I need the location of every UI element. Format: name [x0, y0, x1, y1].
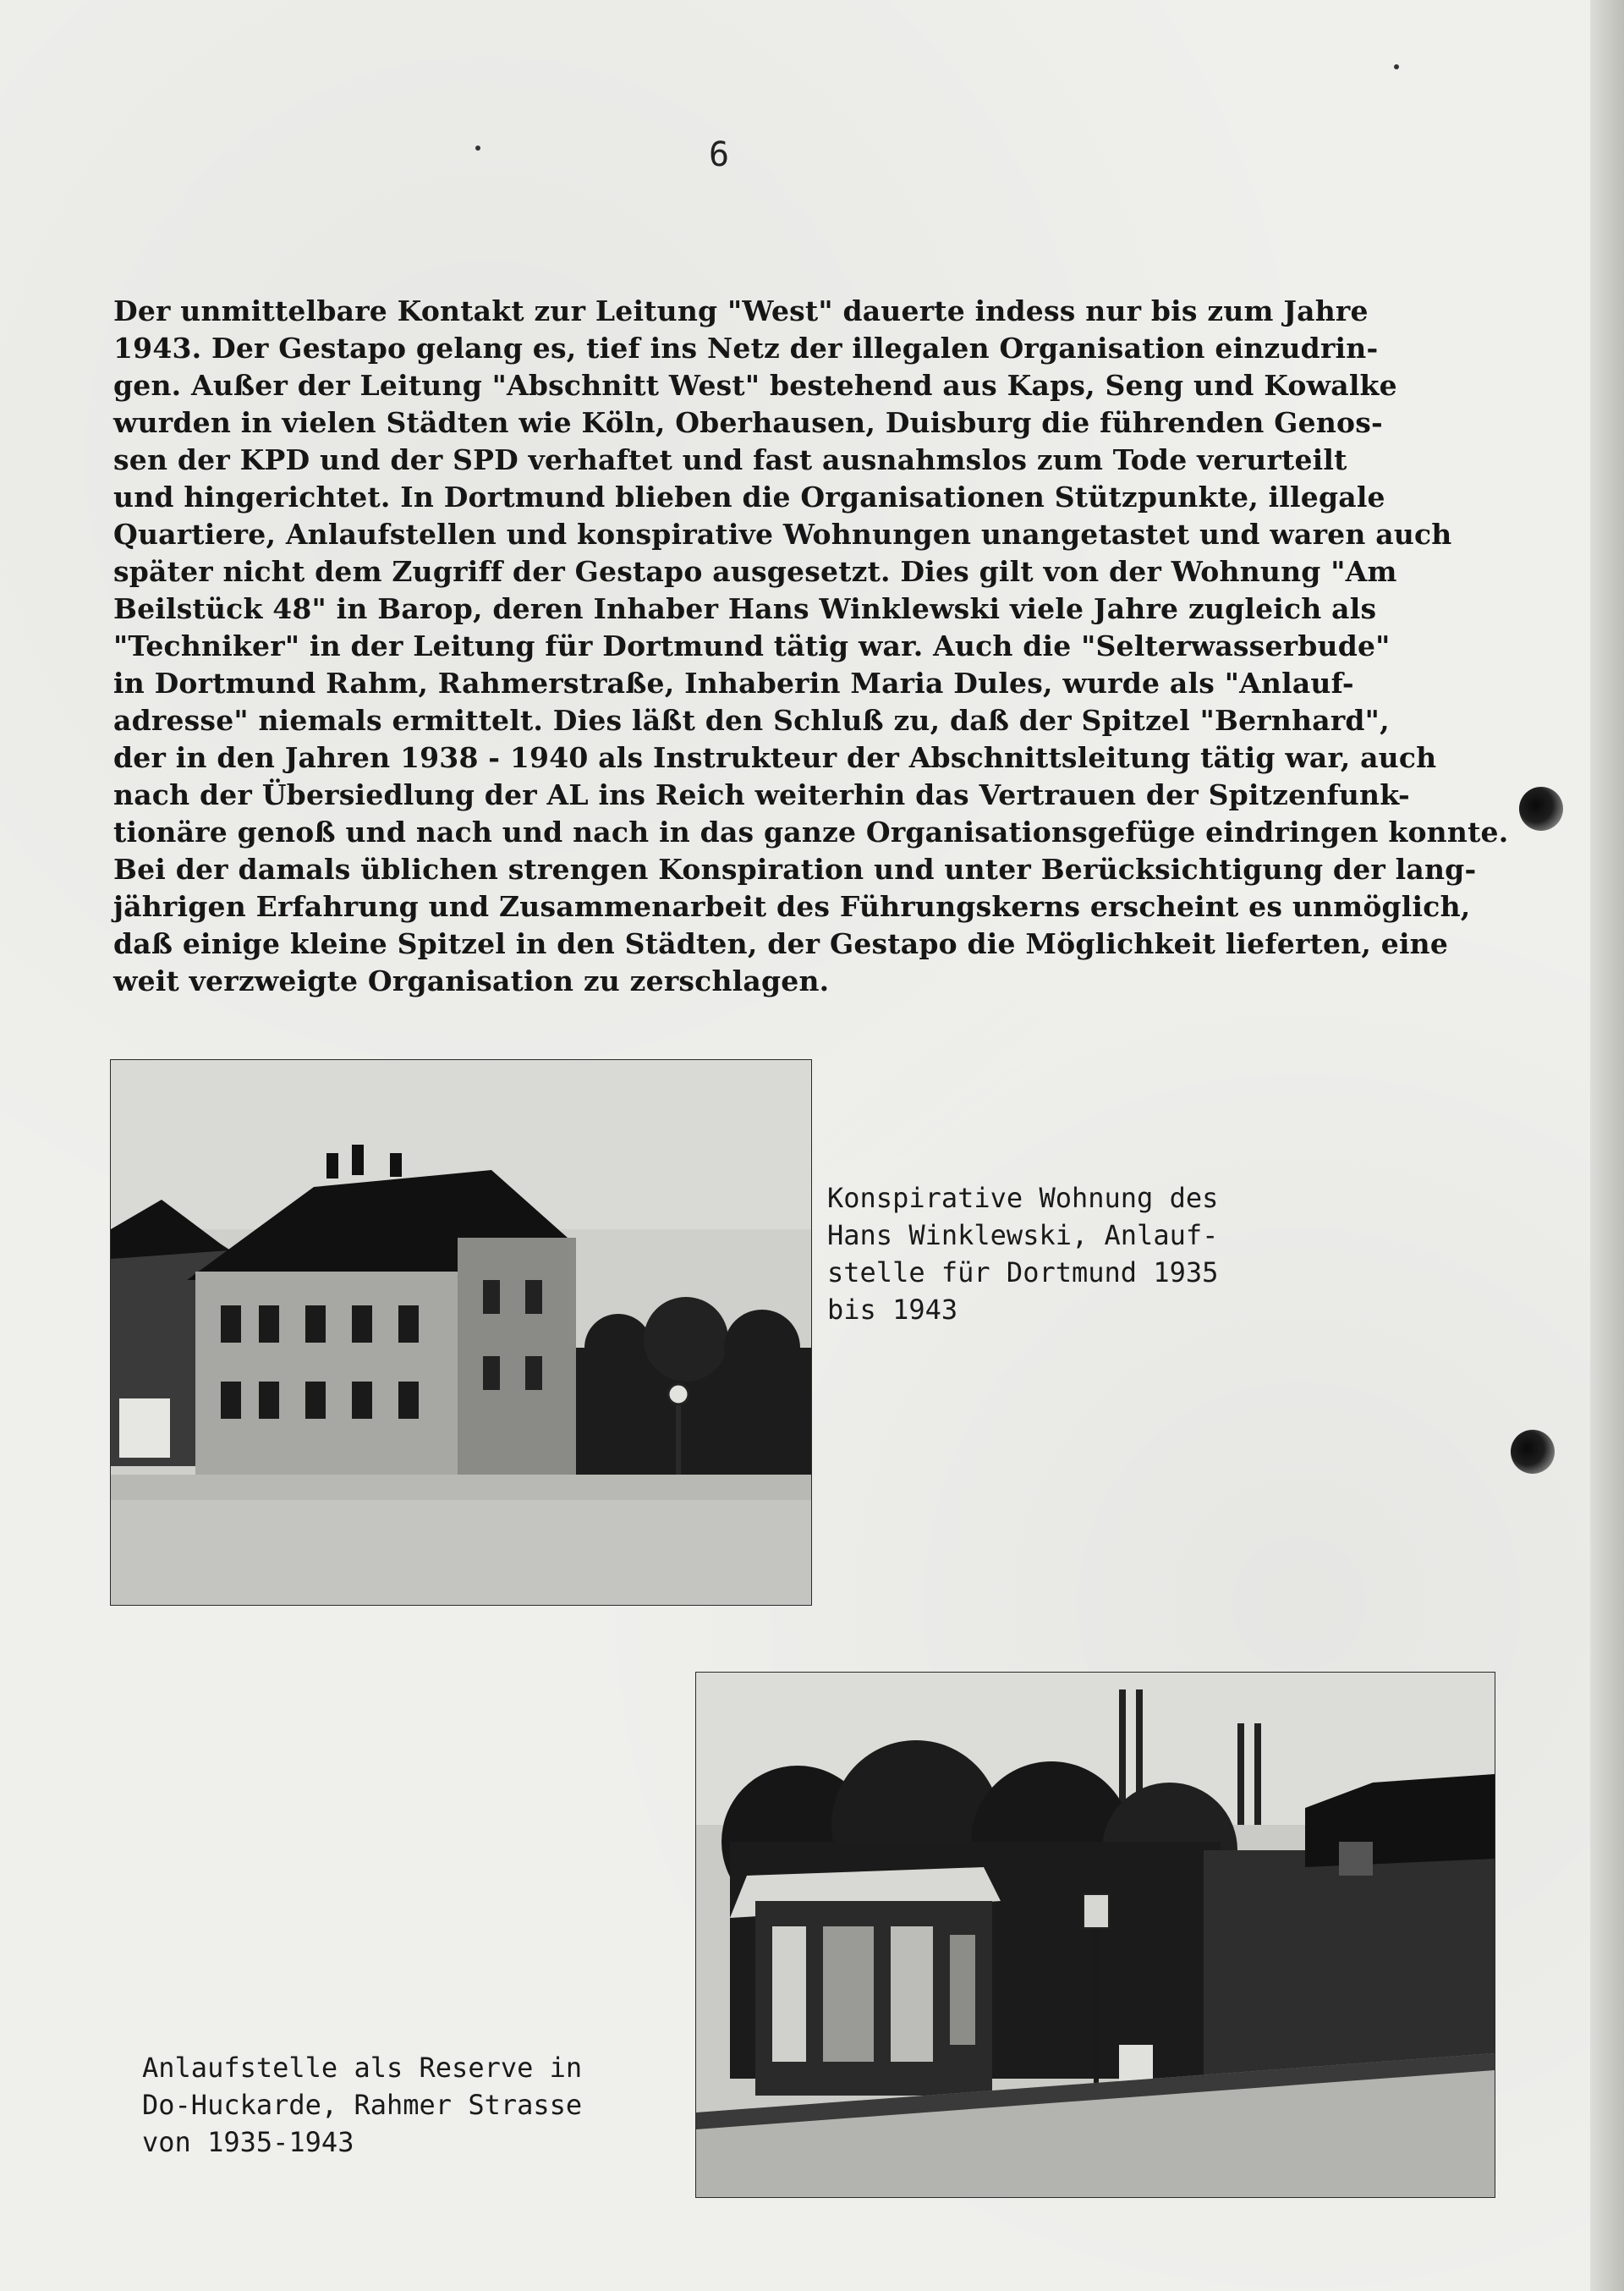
- kiosk-photo-image: [696, 1673, 1495, 2197]
- kiosk-photo: [695, 1672, 1495, 2198]
- house-photo-image: [111, 1060, 811, 1605]
- body-line: Beilstück 48" in Barop, deren Inhaber Hans Winklewski viele Jahre zugleich als: [113, 592, 1377, 625]
- body-line: der in den Jahren 1938 - 1940 als Instrukteur der Abschnittsleitung tätig war, auch: [113, 741, 1437, 774]
- body-line: jährigen Erfahrung und Zusammenarbeit des Führungskerns erscheint es unmöglich,: [113, 890, 1471, 923]
- caption-line: Hans Winklewski, Anlauf-: [827, 1219, 1219, 1251]
- body-line: sen der KPD und der SPD verhaftet und fast ausnahmslos zum Tode verurteilt: [113, 443, 1347, 476]
- caption-line: Anlaufstelle als Reserve in: [142, 2052, 583, 2084]
- body-line: wurden in vielen Städten wie Köln, Oberhausen, Duisburg die führenden Genos-: [113, 406, 1383, 439]
- house-photo-caption: [827, 1179, 1218, 1328]
- body-line: Bei der damals üblichen strengen Konspiration und unter Berücksichtigung der lang-: [113, 853, 1477, 886]
- body-line: 1943. Der Gestapo gelang es, tief ins Netz der illegalen Organisation einzudrin-: [113, 332, 1379, 365]
- body-line: in Dortmund Rahm, Rahmerstraße, Inhaberin Maria Dules, wurde als "Anlauf-: [113, 667, 1354, 700]
- punch-hole-lower: [1511, 1430, 1555, 1474]
- body-line: daß einige kleine Spitzel in den Städten, der Gestapo die Möglichkeit lieferten, eine: [113, 927, 1449, 960]
- caption-line: Konspirative Wohnung des: [827, 1182, 1219, 1214]
- body-paragraph: [113, 293, 1509, 1000]
- body-line: tionäre genoß und nach und nach in das ganze Organisationsgefüge eindringen konnte.: [113, 816, 1509, 849]
- body-line: nach der Übersiedlung der AL ins Reich weiterhin das Vertrauen der Spitzenfunk-: [113, 778, 1410, 811]
- caption-line: von 1935-1943: [142, 2126, 354, 2158]
- page-number: 6: [708, 135, 730, 174]
- body-line: "Techniker" in der Leitung für Dortmund tätig war. Auch die "Selterwasserbude": [113, 629, 1391, 662]
- caption-line: bis 1943: [827, 1294, 958, 1326]
- caption-line: stelle für Dortmund 1935: [827, 1256, 1219, 1288]
- house-photo: [110, 1059, 812, 1606]
- scan-speck: [1394, 64, 1399, 69]
- body-line: später nicht dem Zugriff der Gestapo ausgesetzt. Dies gilt von der Wohnung "Am: [113, 555, 1397, 588]
- body-line: weit verzweigte Organisation zu zerschlagen.: [113, 964, 830, 997]
- scan-edge-shadow: [1590, 0, 1624, 2291]
- body-line: adresse" niemals ermittelt. Dies läßt den Schluß zu, daß der Spitzel "Bernhard",: [113, 704, 1390, 737]
- body-line: gen. Außer der Leitung "Abschnitt West" bestehend aus Kaps, Seng und Kowalke: [113, 369, 1397, 402]
- caption-line: Do-Huckarde, Rahmer Strasse: [142, 2089, 583, 2121]
- punch-hole-upper: [1519, 787, 1563, 831]
- kiosk-photo-caption: [142, 2049, 582, 2161]
- scan-speck: [475, 146, 480, 151]
- body-line: und hingerichtet. In Dortmund blieben die Organisationen Stützpunkte, illegale: [113, 481, 1385, 514]
- body-line: Quartiere, Anlaufstellen und konspirative Wohnungen unangetastet und waren auch: [113, 518, 1452, 551]
- body-line: Der unmittelbare Kontakt zur Leitung "West" dauerte indess nur bis zum Jahre: [113, 294, 1369, 327]
